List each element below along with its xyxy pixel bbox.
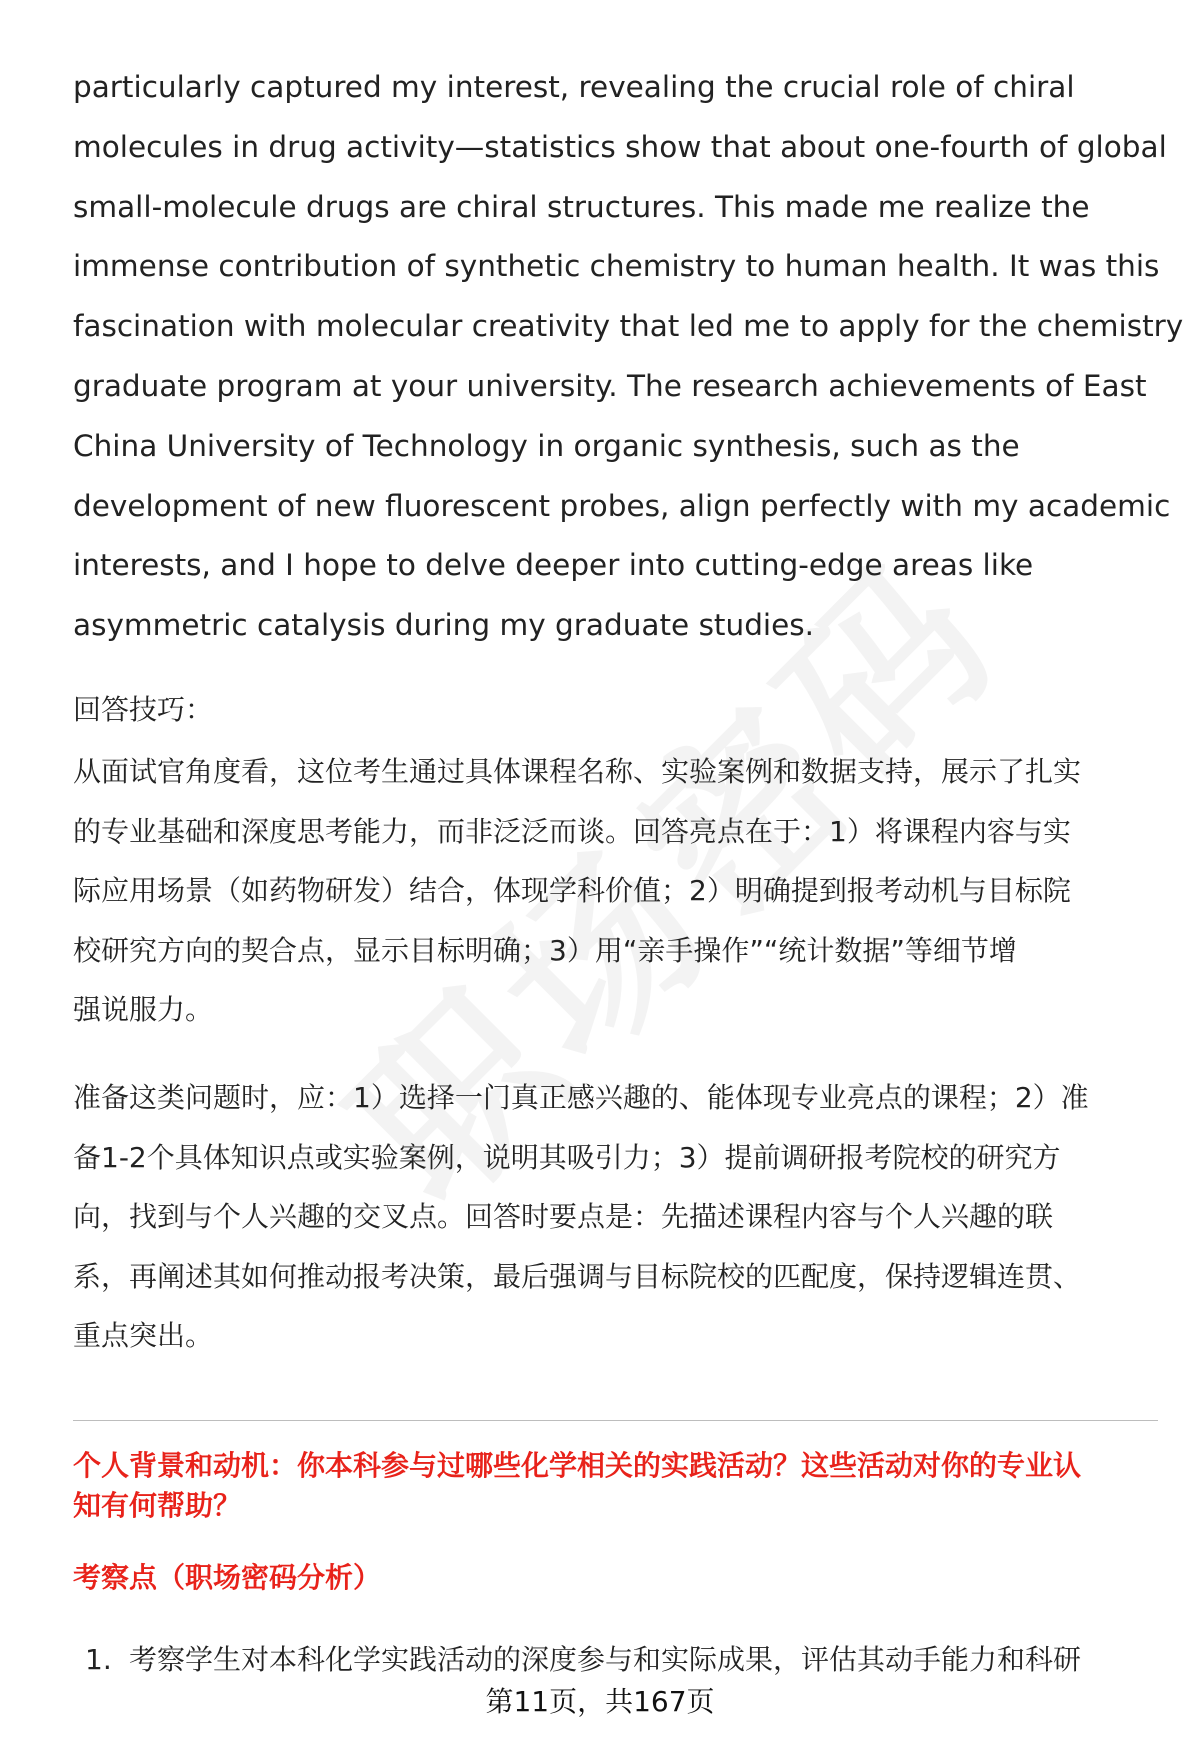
tips-label: 回答技巧： xyxy=(73,693,214,726)
text-line: fascination with molecular creativity that led me to apply for the chemistry xyxy=(73,309,1184,344)
text-line: development of new fluorescent probes, align perfectly with my academic xyxy=(73,488,1171,523)
text-line: interests, and I hope to delve deeper into cutting-edge areas like xyxy=(73,548,1034,583)
text-line: 的专业基础和深度思考能力，而非泛泛而谈。回答亮点在于：1）将课程内容与实 xyxy=(73,814,1071,848)
text-line: 校研究方向的契合点，显示目标明确；3）用“亲手操作”“统计数据”等细节增 xyxy=(73,933,1017,967)
text-line: China University of Technology in organic synthesis, such as the xyxy=(73,428,1020,463)
text-line: 强说服力。 xyxy=(73,993,214,1027)
text-line: 际应用场景（如药物研发）结合，体现学科价值；2）明确提到报考动机与目标院 xyxy=(73,874,1071,908)
text-line: 个人背景和动机：你本科参与过哪些化学相关的实践活动？这些活动对你的专业认 xyxy=(73,1449,1082,1482)
text-line: particularly captured my interest, revealing the crucial role of chiral xyxy=(73,70,1075,104)
text-line: 知有何帮助？ xyxy=(73,1489,242,1522)
text-line: 备1-2个具体知识点或实验案例，说明其吸引力；3）提前调研报考院校的研究方 xyxy=(73,1140,1061,1174)
list-item-text: 考察学生对本科化学实践活动的深度参与和实际成果，评估其动手能力和科研 xyxy=(129,1643,1082,1676)
text-line: 从面试官角度看，这位考生通过具体课程名称、实验案例和数据支持，展示了扎实 xyxy=(73,755,1082,788)
tips-paragraph-1 xyxy=(73,742,1163,1040)
text-line: immense contribution of synthetic chemistry to human health. It was this xyxy=(73,249,1160,284)
list-item xyxy=(85,1640,1165,1680)
text-line: molecules in drug activity—statistics show that about one-fourth of global xyxy=(73,129,1167,164)
tips-paragraph-2 xyxy=(73,1068,1163,1366)
text-line: graduate program at your university. The research achievements of East xyxy=(73,368,1147,403)
question-heading xyxy=(73,1446,1158,1526)
list-item-number: 1. xyxy=(85,1643,112,1676)
text-line: 向，找到与个人兴趣的交叉点。回答时要点是：先描述课程内容与个人兴趣的联 xyxy=(73,1200,1054,1234)
text-line: asymmetric catalysis during my graduate studies. xyxy=(73,608,815,643)
page-footer: 第11页，共167页 xyxy=(485,1685,715,1718)
text-line: 准备这类问题时，应：1）选择一门真正感兴趣的、能体现专业亮点的课程；2）准 xyxy=(73,1081,1089,1114)
intro-paragraph xyxy=(73,58,1184,656)
text-line: 重点突出。 xyxy=(73,1319,214,1353)
text-line: small-molecule drugs are chiral structures. This made me realize the xyxy=(73,189,1090,224)
section-divider xyxy=(73,1420,1158,1421)
section-title: 考察点（职场密码分析） xyxy=(73,1561,382,1594)
text-line: 系，再阐述其如何推动报考决策，最后强调与目标院校的匹配度，保持逻辑连贯、 xyxy=(73,1259,1082,1293)
